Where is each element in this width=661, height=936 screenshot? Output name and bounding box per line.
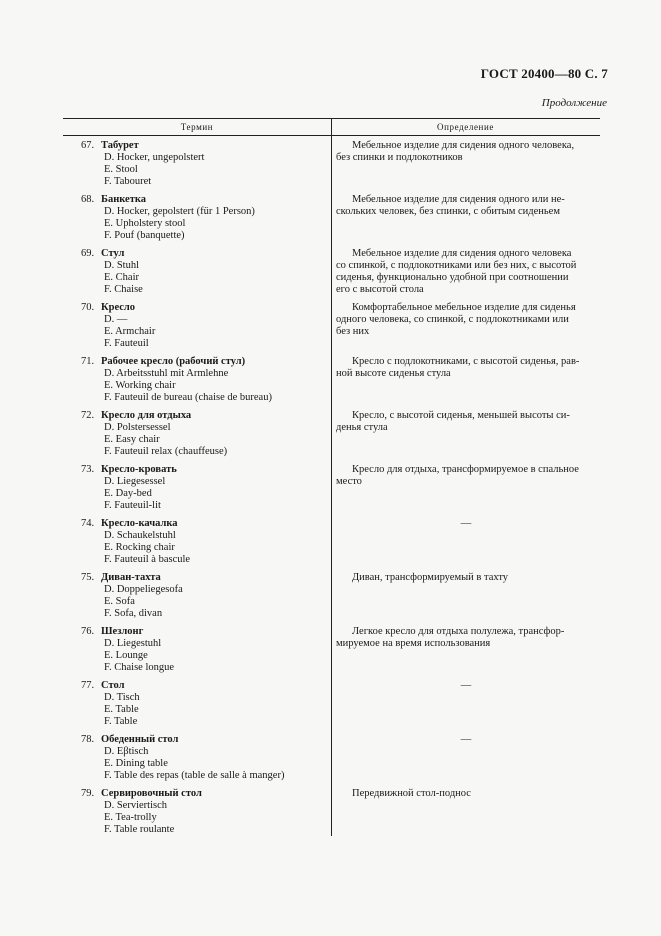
term-number: 78.: [81, 734, 95, 745]
definition-line: Комфортабельное мебельное изделие для сиденья: [352, 302, 576, 313]
term-heading: [81, 356, 331, 368]
term-heading: [81, 572, 331, 584]
term-translation: D. Serviertisch: [104, 800, 167, 811]
term-cell: [81, 572, 331, 620]
term-number: 75.: [81, 572, 95, 583]
definition-line: Легкое кресло для отдыха полулежа, трансфор-: [352, 626, 565, 637]
definition-line: Диван, трансформируемый в тахту: [352, 572, 509, 583]
term-name: Шезлонг: [101, 626, 144, 637]
term-number: 79.: [81, 788, 95, 799]
term-translation: D. Doppeliegesofa: [104, 584, 183, 595]
term-translation: F. Fauteuil: [104, 338, 149, 349]
document-reference: ГОСТ 20400—80 С. 7: [480, 66, 608, 81]
column-header-definition: Определение: [437, 122, 494, 132]
term-cell: [81, 788, 331, 836]
definition-line: Мебельное изделие для сидения одного человека,: [352, 140, 575, 151]
term-heading: [81, 626, 331, 638]
definition-cell: [336, 626, 596, 650]
term-translation: F. Sofa, divan: [104, 608, 163, 619]
definition-line: без спинки и подлокотников: [336, 152, 463, 163]
term-translation: F. Table roulante: [104, 824, 175, 835]
term-translation: E. Lounge: [104, 650, 148, 661]
term-heading: [81, 194, 331, 206]
term-translation: D. Liegesessel: [104, 476, 166, 487]
term-cell: [81, 626, 331, 674]
definition-line: сиденья, функционально удобной при соотношении: [336, 272, 569, 283]
term-translation: E. Sofa: [104, 596, 135, 607]
definition-cell: [336, 518, 596, 530]
term-heading: [81, 518, 331, 530]
definition-line: мируемое на время использования: [336, 638, 491, 649]
continuation-label: Продолжение: [541, 97, 607, 109]
term-translation: D. Liegestuhl: [104, 638, 162, 649]
term-name: Стул: [101, 248, 125, 259]
term-cell: [81, 248, 331, 296]
definition-line: Мебельное изделие для сидения одного человека: [352, 248, 572, 259]
definition-line: одного человека, со спинкой, с подлокотниками или: [336, 314, 569, 325]
term-cell: [81, 302, 331, 350]
term-number: 77.: [81, 680, 95, 691]
term-translation: E. Upholstery stool: [104, 218, 186, 229]
term-cell: [81, 734, 331, 782]
definition-line: Передвижной стол-поднос: [352, 788, 471, 799]
term-translation: E. Working chair: [104, 380, 176, 391]
term-name: Сервировочный стол: [101, 788, 202, 799]
term-translation: D. —: [104, 314, 128, 325]
term-heading: [81, 140, 331, 152]
definition-line: скольких человек, без спинки, с обитым сиденьем: [336, 206, 560, 217]
definition-line: Кресло, с высотой сиденья, меньшей высоты си-: [352, 410, 570, 421]
definition-cell: [336, 410, 596, 434]
term-translation: D. Stuhl: [104, 260, 140, 271]
column-divider: [331, 118, 332, 836]
definition-line: Кресло с подлокотниками, с высотой сиденья, рав-: [352, 356, 580, 367]
term-translation: E. Table: [104, 704, 139, 715]
term-cell: [81, 680, 331, 728]
term-translation: E. Day-bed: [104, 488, 152, 499]
definition-cell: [336, 734, 596, 746]
term-number: 76.: [81, 626, 95, 637]
term-translation: D. Arbeitsstuhl mit Armlehne: [104, 368, 229, 379]
term-translation: E. Tea-trolly: [104, 812, 157, 823]
definition-line: его с высотой стола: [336, 284, 424, 295]
term-cell: [81, 410, 331, 458]
definition-line: ной высоте сиденья стула: [336, 368, 451, 379]
term-translation: D. Eβtisch: [104, 746, 149, 757]
term-cell: [81, 356, 331, 404]
definition-line: —: [460, 734, 472, 745]
term-number: 72.: [81, 410, 95, 421]
definition-line: со спинкой, с подлокотниками или без них, с высотой: [336, 260, 577, 271]
definition-line: без них: [336, 326, 370, 337]
term-translation: F. Table des repas (table de salle à manger): [104, 770, 285, 781]
definition-cell: [336, 194, 596, 218]
term-translation: E. Rocking chair: [104, 542, 175, 553]
term-number: 67.: [81, 140, 95, 151]
definition-cell: [336, 788, 596, 800]
term-name: Табурет: [101, 140, 139, 151]
term-name: Банкетка: [101, 194, 146, 205]
term-translation: E. Armchair: [104, 326, 156, 337]
term-translation: F. Chaise longue: [104, 662, 175, 673]
term-number: 73.: [81, 464, 95, 475]
definition-cell: [336, 140, 596, 164]
term-translation: F. Pouf (banquette): [104, 230, 185, 241]
definition-line: Мебельное изделие для сидения одного или не-: [352, 194, 565, 205]
definition-line: Кресло для отдыха, трансформируемое в спальное: [352, 464, 579, 475]
term-translation: F. Chaise: [104, 284, 143, 295]
definition-line: денья стула: [336, 422, 388, 433]
term-number: 69.: [81, 248, 95, 259]
definition-cell: [336, 356, 596, 380]
term-cell: [81, 194, 331, 242]
term-translation: D. Tisch: [104, 692, 140, 703]
definition-cell: [336, 302, 596, 338]
term-translation: F. Fauteuil-lit: [104, 500, 161, 511]
term-cell: [81, 518, 331, 566]
column-header-term: Термин: [180, 122, 214, 132]
definition-line: место: [336, 476, 362, 487]
term-name: Диван-тахта: [101, 572, 161, 583]
term-translation: D. Schaukelstuhl: [104, 530, 176, 541]
term-translation: F. Table: [104, 716, 138, 727]
definition-line: —: [460, 680, 472, 691]
term-name: Кресло для отдыха: [101, 410, 192, 421]
term-translation: E. Dining table: [104, 758, 168, 769]
term-translation: D. Hocker, ungepolstert: [104, 152, 205, 163]
term-number: 70.: [81, 302, 95, 313]
term-name: Кресло-качалка: [101, 518, 178, 529]
term-heading: [81, 788, 331, 800]
term-number: 68.: [81, 194, 95, 205]
term-translation: D. Hocker, gepolstert (für 1 Person): [104, 206, 255, 217]
term-translation: F. Fauteuil à bascule: [104, 554, 191, 565]
term-heading: [81, 734, 331, 746]
term-translation: F. Tabouret: [104, 176, 152, 187]
term-name: Обеденный стол: [101, 734, 179, 745]
definition-cell: [336, 464, 596, 488]
definition-cell: [336, 572, 596, 584]
term-heading: [81, 680, 331, 692]
term-name: Стол: [101, 680, 125, 691]
term-translation: E. Chair: [104, 272, 139, 283]
term-cell: [81, 140, 331, 188]
term-number: 74.: [81, 518, 95, 529]
term-translation: F. Fauteuil de bureau (chaise de bureau): [104, 392, 272, 403]
definition-line: —: [460, 518, 472, 529]
term-translation: D. Polstersessel: [104, 422, 171, 433]
term-heading: [81, 248, 331, 260]
term-heading: [81, 464, 331, 476]
term-name: Кресло-кровать: [101, 464, 177, 475]
term-name: Рабочее кресло (рабочий стул): [101, 356, 246, 367]
term-translation: F. Fauteuil relax (chauffeuse): [104, 446, 228, 457]
definition-cell: [336, 680, 596, 692]
term-heading: [81, 302, 331, 314]
term-cell: [81, 464, 331, 512]
term-translation: E. Stool: [104, 164, 138, 175]
term-translation: E. Easy chair: [104, 434, 160, 445]
term-number: 71.: [81, 356, 95, 367]
term-name: Кресло: [101, 302, 136, 313]
definition-cell: [336, 248, 596, 296]
term-heading: [81, 410, 331, 422]
